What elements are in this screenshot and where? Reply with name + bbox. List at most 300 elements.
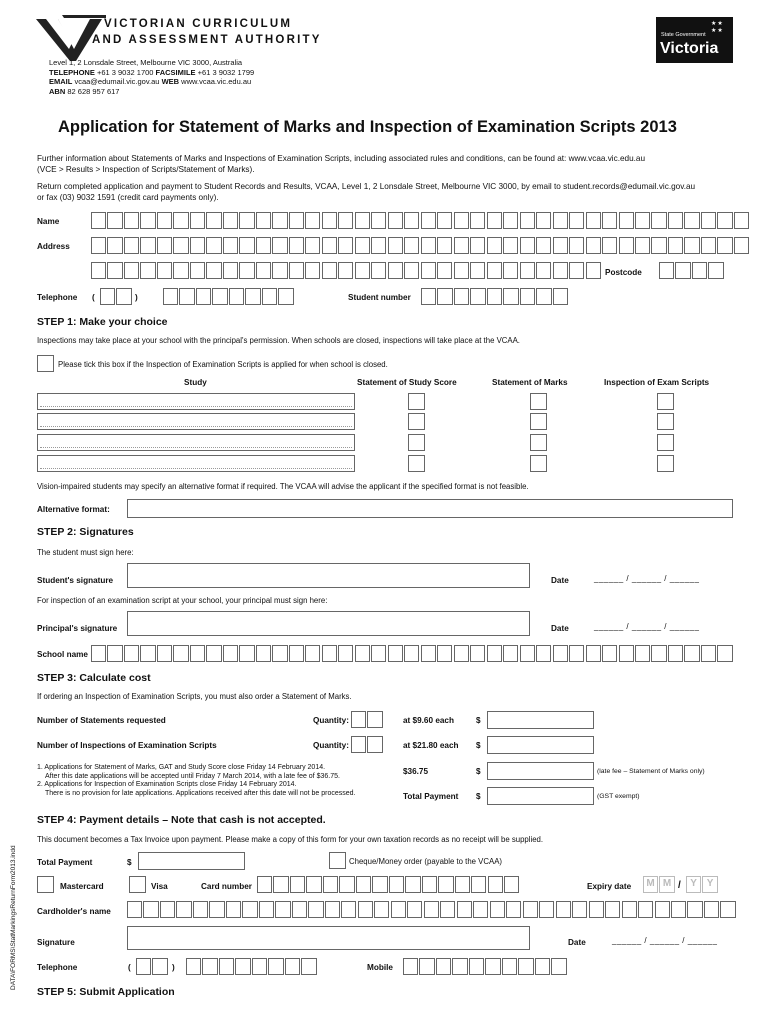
address-line1-field-cell[interactable]: [388, 237, 403, 254]
cardholder-name-field-cell[interactable]: [440, 901, 455, 918]
telephone-number-field-cell[interactable]: [245, 288, 260, 305]
school-name-field-cell[interactable]: [635, 645, 650, 662]
cardholder-name-field-cell[interactable]: [374, 901, 389, 918]
cardholder-name-field-cell[interactable]: [143, 901, 158, 918]
cardholder-name-field-cell[interactable]: [490, 901, 505, 918]
address-line2-field-cell[interactable]: [190, 262, 205, 279]
name-field-cell[interactable]: [371, 212, 386, 229]
card-number-field-cell[interactable]: [438, 876, 453, 893]
card-number-field-cell[interactable]: [323, 876, 338, 893]
cardholder-name-field-cell[interactable]: [671, 901, 686, 918]
cardholder-name-field-cell[interactable]: [622, 901, 637, 918]
card-number-field-cell[interactable]: [356, 876, 371, 893]
school-name-field-cell[interactable]: [157, 645, 172, 662]
payment-area-code-field[interactable]: [136, 958, 169, 975]
cardholder-name-field-cell[interactable]: [391, 901, 406, 918]
late-fee-input[interactable]: [487, 762, 594, 780]
address-line2-field-cell[interactable]: [256, 262, 271, 279]
address-line1-field-cell[interactable]: [371, 237, 386, 254]
mobile-field-cell[interactable]: [502, 958, 517, 975]
card-number-field-cell[interactable]: [488, 876, 503, 893]
inspections-quantity-field-cell[interactable]: [351, 736, 366, 753]
statements-quantity-field-cell[interactable]: [367, 711, 382, 728]
name-field-cell[interactable]: [322, 212, 337, 229]
cardholder-name-field-cell[interactable]: [556, 901, 571, 918]
address-line2-field-cell[interactable]: [91, 262, 106, 279]
mobile-field[interactable]: [403, 958, 568, 975]
address-line1-field-cell[interactable]: [684, 237, 699, 254]
payment-telephone-field-cell[interactable]: [285, 958, 300, 975]
expiry-year-digit-2[interactable]: Y: [702, 876, 717, 893]
payment-telephone-field-cell[interactable]: [268, 958, 283, 975]
address-line1-field-cell[interactable]: [503, 237, 518, 254]
school-name-field-cell[interactable]: [717, 645, 732, 662]
study-row-1-som-checkbox[interactable]: [530, 393, 547, 410]
name-field-cell[interactable]: [404, 212, 419, 229]
payment-total-input[interactable]: [138, 852, 245, 870]
principal-date-field[interactable]: ______ / ______ / ______: [594, 622, 700, 631]
address-line1-field-cell[interactable]: [717, 237, 732, 254]
school-name-field-cell[interactable]: [586, 645, 601, 662]
address-line2-field-cell[interactable]: [305, 262, 320, 279]
school-name-field-cell[interactable]: [91, 645, 106, 662]
study-row-2-ies-checkbox[interactable]: [657, 413, 674, 430]
cardholder-name-field-cell[interactable]: [687, 901, 702, 918]
name-field-cell[interactable]: [305, 212, 320, 229]
address-line2-field-cell[interactable]: [239, 262, 254, 279]
address-line1-field-cell[interactable]: [272, 237, 287, 254]
address-line2-field-cell[interactable]: [553, 262, 568, 279]
address-line1-field-cell[interactable]: [289, 237, 304, 254]
address-line2-field[interactable]: [91, 262, 602, 279]
student-number-field-cell[interactable]: [454, 288, 469, 305]
name-field-cell[interactable]: [173, 212, 188, 229]
name-field-cell[interactable]: [157, 212, 172, 229]
address-line1-field-cell[interactable]: [157, 237, 172, 254]
name-field-cell[interactable]: [272, 212, 287, 229]
study-row-4-input[interactable]: [37, 455, 355, 472]
address-line1-field-cell[interactable]: [437, 237, 452, 254]
payment-date-field[interactable]: ______ / ______ / ______: [612, 936, 718, 945]
school-name-field-cell[interactable]: [272, 645, 287, 662]
address-line1-field-cell[interactable]: [536, 237, 551, 254]
school-name-field-cell[interactable]: [487, 645, 502, 662]
mobile-field-cell[interactable]: [469, 958, 484, 975]
school-name-field-cell[interactable]: [322, 645, 337, 662]
name-field-cell[interactable]: [651, 212, 666, 229]
school-name-field-cell[interactable]: [305, 645, 320, 662]
study-row-3-sos-checkbox[interactable]: [408, 434, 425, 451]
cardholder-name-field-cell[interactable]: [539, 901, 554, 918]
card-number-field-cell[interactable]: [290, 876, 305, 893]
card-number-field-cell[interactable]: [455, 876, 470, 893]
school-name-field-cell[interactable]: [651, 645, 666, 662]
address-line1-field-cell[interactable]: [256, 237, 271, 254]
name-field-cell[interactable]: [107, 212, 122, 229]
school-name-field-cell[interactable]: [503, 645, 518, 662]
school-name-field-cell[interactable]: [404, 645, 419, 662]
study-row-3-ies-checkbox[interactable]: [657, 434, 674, 451]
postcode-field-cell[interactable]: [708, 262, 723, 279]
school-name-field-cell[interactable]: [437, 645, 452, 662]
address-line1-field-cell[interactable]: [553, 237, 568, 254]
school-name-field-cell[interactable]: [454, 645, 469, 662]
name-field-cell[interactable]: [91, 212, 106, 229]
address-line2-field-cell[interactable]: [503, 262, 518, 279]
school-name-field-cell[interactable]: [371, 645, 386, 662]
school-name-field-cell[interactable]: [206, 645, 221, 662]
payment-signature-input[interactable]: [127, 926, 530, 950]
address-line2-field-cell[interactable]: [454, 262, 469, 279]
address-line1-field-cell[interactable]: [91, 237, 106, 254]
address-line2-field-cell[interactable]: [569, 262, 584, 279]
expiry-month-digit-2[interactable]: M: [659, 876, 674, 893]
address-line2-field-cell[interactable]: [107, 262, 122, 279]
school-name-field-cell[interactable]: [289, 645, 304, 662]
student-signature-input[interactable]: [127, 563, 530, 588]
student-number-field-cell[interactable]: [503, 288, 518, 305]
mobile-field-cell[interactable]: [551, 958, 566, 975]
cardholder-name-field-cell[interactable]: [655, 901, 670, 918]
cardholder-name-field-cell[interactable]: [605, 901, 620, 918]
cardholder-name-field-cell[interactable]: [523, 901, 538, 918]
name-field-cell[interactable]: [668, 212, 683, 229]
address-line2-field-cell[interactable]: [322, 262, 337, 279]
payment-area-code-field-cell[interactable]: [152, 958, 167, 975]
address-line1-field-cell[interactable]: [651, 237, 666, 254]
cardholder-name-field-cell[interactable]: [193, 901, 208, 918]
study-row-4-sos-checkbox[interactable]: [408, 455, 425, 472]
study-row-3-som-checkbox[interactable]: [530, 434, 547, 451]
mobile-field-cell[interactable]: [436, 958, 451, 975]
mastercard-checkbox[interactable]: [37, 876, 54, 893]
cardholder-name-field[interactable]: [127, 901, 737, 918]
address-line2-field-cell[interactable]: [272, 262, 287, 279]
card-number-field-cell[interactable]: [339, 876, 354, 893]
payment-telephone-field-cell[interactable]: [235, 958, 250, 975]
name-field-cell[interactable]: [553, 212, 568, 229]
study-row-2-sos-checkbox[interactable]: [408, 413, 425, 430]
address-line2-field-cell[interactable]: [338, 262, 353, 279]
name-field-cell[interactable]: [520, 212, 535, 229]
student-number-field-cell[interactable]: [536, 288, 551, 305]
address-line1-field-cell[interactable]: [206, 237, 221, 254]
address-line2-field-cell[interactable]: [404, 262, 419, 279]
cardholder-name-field-cell[interactable]: [457, 901, 472, 918]
school-name-field-cell[interactable]: [124, 645, 139, 662]
address-line2-field-cell[interactable]: [437, 262, 452, 279]
address-line1-field-cell[interactable]: [454, 237, 469, 254]
telephone-area-code-field[interactable]: [100, 288, 133, 305]
cardholder-name-field-cell[interactable]: [589, 901, 604, 918]
name-field-cell[interactable]: [190, 212, 205, 229]
card-number-field-cell[interactable]: [372, 876, 387, 893]
name-field-cell[interactable]: [586, 212, 601, 229]
cardholder-name-field-cell[interactable]: [358, 901, 373, 918]
payment-telephone-field-cell[interactable]: [301, 958, 316, 975]
cardholder-name-field-cell[interactable]: [424, 901, 439, 918]
address-line1-field-cell[interactable]: [602, 237, 617, 254]
address-line2-field-cell[interactable]: [536, 262, 551, 279]
address-line2-field-cell[interactable]: [421, 262, 436, 279]
school-name-field-cell[interactable]: [421, 645, 436, 662]
alt-format-input[interactable]: [127, 499, 733, 518]
cardholder-name-field-cell[interactable]: [720, 901, 735, 918]
mobile-field-cell[interactable]: [485, 958, 500, 975]
school-name-field-cell[interactable]: [239, 645, 254, 662]
school-name-field-cell[interactable]: [701, 645, 716, 662]
school-name-field-cell[interactable]: [536, 645, 551, 662]
telephone-area-code-field-cell[interactable]: [100, 288, 115, 305]
student-date-field[interactable]: ______ / ______ / ______: [594, 574, 700, 583]
name-field-cell[interactable]: [355, 212, 370, 229]
total-payment-input[interactable]: [487, 787, 594, 805]
address-line1-field-cell[interactable]: [338, 237, 353, 254]
postcode-field-cell[interactable]: [675, 262, 690, 279]
card-number-field-cell[interactable]: [306, 876, 321, 893]
address-line2-field-cell[interactable]: [206, 262, 221, 279]
telephone-number-field-cell[interactable]: [179, 288, 194, 305]
name-field-cell[interactable]: [454, 212, 469, 229]
address-line1-field-cell[interactable]: [107, 237, 122, 254]
name-field-cell[interactable]: [140, 212, 155, 229]
mobile-field-cell[interactable]: [535, 958, 550, 975]
payment-telephone-field-cell[interactable]: [186, 958, 201, 975]
student-number-field-cell[interactable]: [437, 288, 452, 305]
card-number-field-cell[interactable]: [257, 876, 272, 893]
name-field-cell[interactable]: [239, 212, 254, 229]
card-number-field-cell[interactable]: [504, 876, 519, 893]
school-name-field[interactable]: [91, 645, 734, 662]
school-name-field-cell[interactable]: [619, 645, 634, 662]
name-field-cell[interactable]: [256, 212, 271, 229]
address-line1-field-cell[interactable]: [569, 237, 584, 254]
expiry-year-field[interactable]: [686, 876, 719, 893]
school-name-field-cell[interactable]: [338, 645, 353, 662]
name-field-cell[interactable]: [717, 212, 732, 229]
cardholder-name-field-cell[interactable]: [292, 901, 307, 918]
cardholder-name-field-cell[interactable]: [127, 901, 142, 918]
statements-quantity-field[interactable]: [351, 711, 384, 728]
address-line1-field-cell[interactable]: [223, 237, 238, 254]
student-number-field-cell[interactable]: [553, 288, 568, 305]
address-line1-field-cell[interactable]: [322, 237, 337, 254]
address-line1-field-cell[interactable]: [586, 237, 601, 254]
address-line2-field-cell[interactable]: [223, 262, 238, 279]
name-field-cell[interactable]: [701, 212, 716, 229]
address-line1-field-cell[interactable]: [734, 237, 749, 254]
student-number-field-cell[interactable]: [487, 288, 502, 305]
cardholder-name-field-cell[interactable]: [242, 901, 257, 918]
address-line2-field-cell[interactable]: [470, 262, 485, 279]
cheque-checkbox[interactable]: [329, 852, 346, 869]
school-name-field-cell[interactable]: [190, 645, 205, 662]
school-name-field-cell[interactable]: [256, 645, 271, 662]
study-row-1-sos-checkbox[interactable]: [408, 393, 425, 410]
payment-area-code-field-cell[interactable]: [136, 958, 151, 975]
address-line2-field-cell[interactable]: [355, 262, 370, 279]
study-row-2-som-checkbox[interactable]: [530, 413, 547, 430]
address-line1-field-cell[interactable]: [635, 237, 650, 254]
mobile-field-cell[interactable]: [452, 958, 467, 975]
school-name-field-cell[interactable]: [355, 645, 370, 662]
card-number-field-cell[interactable]: [471, 876, 486, 893]
cardholder-name-field-cell[interactable]: [209, 901, 224, 918]
card-number-field[interactable]: [257, 876, 521, 893]
name-field-cell[interactable]: [503, 212, 518, 229]
name-field-cell[interactable]: [223, 212, 238, 229]
study-row-1-ies-checkbox[interactable]: [657, 393, 674, 410]
cardholder-name-field-cell[interactable]: [572, 901, 587, 918]
postcode-field[interactable]: [659, 262, 725, 279]
school-name-field-cell[interactable]: [602, 645, 617, 662]
telephone-area-code-field-cell[interactable]: [116, 288, 131, 305]
school-name-field-cell[interactable]: [223, 645, 238, 662]
mobile-field-cell[interactable]: [518, 958, 533, 975]
cardholder-name-field-cell[interactable]: [176, 901, 191, 918]
postcode-field-cell[interactable]: [692, 262, 707, 279]
school-name-field-cell[interactable]: [107, 645, 122, 662]
cardholder-name-field-cell[interactable]: [704, 901, 719, 918]
name-field-cell[interactable]: [289, 212, 304, 229]
cardholder-name-field-cell[interactable]: [407, 901, 422, 918]
address-line1-field-cell[interactable]: [190, 237, 205, 254]
name-field-cell[interactable]: [619, 212, 634, 229]
address-line1-field-cell[interactable]: [619, 237, 634, 254]
name-field-cell[interactable]: [421, 212, 436, 229]
cardholder-name-field-cell[interactable]: [160, 901, 175, 918]
name-field-cell[interactable]: [338, 212, 353, 229]
telephone-number-field-cell[interactable]: [278, 288, 293, 305]
address-line2-field-cell[interactable]: [289, 262, 304, 279]
student-number-field-cell[interactable]: [421, 288, 436, 305]
address-line1-field-cell[interactable]: [487, 237, 502, 254]
study-row-4-ies-checkbox[interactable]: [657, 455, 674, 472]
address-line2-field-cell[interactable]: [157, 262, 172, 279]
student-number-field-cell[interactable]: [520, 288, 535, 305]
address-line2-field-cell[interactable]: [371, 262, 386, 279]
cardholder-name-field-cell[interactable]: [325, 901, 340, 918]
card-number-field-cell[interactable]: [389, 876, 404, 893]
name-field-cell[interactable]: [206, 212, 221, 229]
name-field-cell[interactable]: [536, 212, 551, 229]
telephone-number-field-cell[interactable]: [229, 288, 244, 305]
cardholder-name-field-cell[interactable]: [226, 901, 241, 918]
school-name-field-cell[interactable]: [520, 645, 535, 662]
expiry-year-digit-1[interactable]: Y: [686, 876, 701, 893]
telephone-number-field-cell[interactable]: [262, 288, 277, 305]
inspections-quantity-field-cell[interactable]: [367, 736, 382, 753]
address-line1-field-cell[interactable]: [140, 237, 155, 254]
name-field-cell[interactable]: [635, 212, 650, 229]
name-field-cell[interactable]: [388, 212, 403, 229]
address-line1-field-cell[interactable]: [668, 237, 683, 254]
address-line2-field-cell[interactable]: [586, 262, 601, 279]
name-field-cell[interactable]: [437, 212, 452, 229]
payment-telephone-field-cell[interactable]: [252, 958, 267, 975]
school-name-field-cell[interactable]: [684, 645, 699, 662]
card-number-field-cell[interactable]: [405, 876, 420, 893]
payment-telephone-field-cell[interactable]: [202, 958, 217, 975]
address-line1-field-cell[interactable]: [355, 237, 370, 254]
address-line1-field[interactable]: [91, 237, 750, 254]
expiry-month-field[interactable]: [643, 876, 676, 893]
postcode-field-cell[interactable]: [659, 262, 674, 279]
address-line1-field-cell[interactable]: [404, 237, 419, 254]
address-line2-field-cell[interactable]: [520, 262, 535, 279]
address-line2-field-cell[interactable]: [487, 262, 502, 279]
statements-quantity-field-cell[interactable]: [351, 711, 366, 728]
payment-telephone-field[interactable]: [186, 958, 318, 975]
address-line2-field-cell[interactable]: [173, 262, 188, 279]
school-name-field-cell[interactable]: [553, 645, 568, 662]
study-row-2-input[interactable]: [37, 413, 355, 430]
name-field-cell[interactable]: [734, 212, 749, 229]
school-name-field-cell[interactable]: [668, 645, 683, 662]
address-line1-field-cell[interactable]: [421, 237, 436, 254]
address-line1-field-cell[interactable]: [470, 237, 485, 254]
study-row-1-input[interactable]: [37, 393, 355, 410]
name-field-cell[interactable]: [569, 212, 584, 229]
telephone-number-field-cell[interactable]: [163, 288, 178, 305]
student-number-field-cell[interactable]: [470, 288, 485, 305]
statements-amount-input[interactable]: [487, 711, 594, 729]
address-line2-field-cell[interactable]: [124, 262, 139, 279]
telephone-number-field-cell[interactable]: [196, 288, 211, 305]
expiry-month-digit-1[interactable]: M: [643, 876, 658, 893]
address-line2-field-cell[interactable]: [140, 262, 155, 279]
payment-telephone-field-cell[interactable]: [219, 958, 234, 975]
inspections-quantity-field[interactable]: [351, 736, 384, 753]
school-name-field-cell[interactable]: [140, 645, 155, 662]
study-row-3-input[interactable]: [37, 434, 355, 451]
cardholder-name-field-cell[interactable]: [259, 901, 274, 918]
cardholder-name-field-cell[interactable]: [308, 901, 323, 918]
mobile-field-cell[interactable]: [419, 958, 434, 975]
cardholder-name-field-cell[interactable]: [638, 901, 653, 918]
address-line1-field-cell[interactable]: [520, 237, 535, 254]
name-field[interactable]: [91, 212, 750, 229]
card-number-field-cell[interactable]: [422, 876, 437, 893]
school-name-field-cell[interactable]: [173, 645, 188, 662]
school-name-field-cell[interactable]: [470, 645, 485, 662]
inspections-amount-input[interactable]: [487, 736, 594, 754]
cardholder-name-field-cell[interactable]: [341, 901, 356, 918]
card-number-field-cell[interactable]: [273, 876, 288, 893]
study-row-4-som-checkbox[interactable]: [530, 455, 547, 472]
name-field-cell[interactable]: [470, 212, 485, 229]
cardholder-name-field-cell[interactable]: [275, 901, 290, 918]
student-number-field[interactable]: [421, 288, 569, 305]
mobile-field-cell[interactable]: [403, 958, 418, 975]
name-field-cell[interactable]: [684, 212, 699, 229]
telephone-number-field[interactable]: [163, 288, 295, 305]
telephone-number-field-cell[interactable]: [212, 288, 227, 305]
cardholder-name-field-cell[interactable]: [506, 901, 521, 918]
school-name-field-cell[interactable]: [388, 645, 403, 662]
school-name-field-cell[interactable]: [569, 645, 584, 662]
address-line1-field-cell[interactable]: [701, 237, 716, 254]
name-field-cell[interactable]: [602, 212, 617, 229]
visa-checkbox[interactable]: [129, 876, 146, 893]
address-line2-field-cell[interactable]: [388, 262, 403, 279]
address-line1-field-cell[interactable]: [173, 237, 188, 254]
address-line1-field-cell[interactable]: [124, 237, 139, 254]
name-field-cell[interactable]: [487, 212, 502, 229]
name-field-cell[interactable]: [124, 212, 139, 229]
cardholder-name-field-cell[interactable]: [473, 901, 488, 918]
address-line1-field-cell[interactable]: [239, 237, 254, 254]
